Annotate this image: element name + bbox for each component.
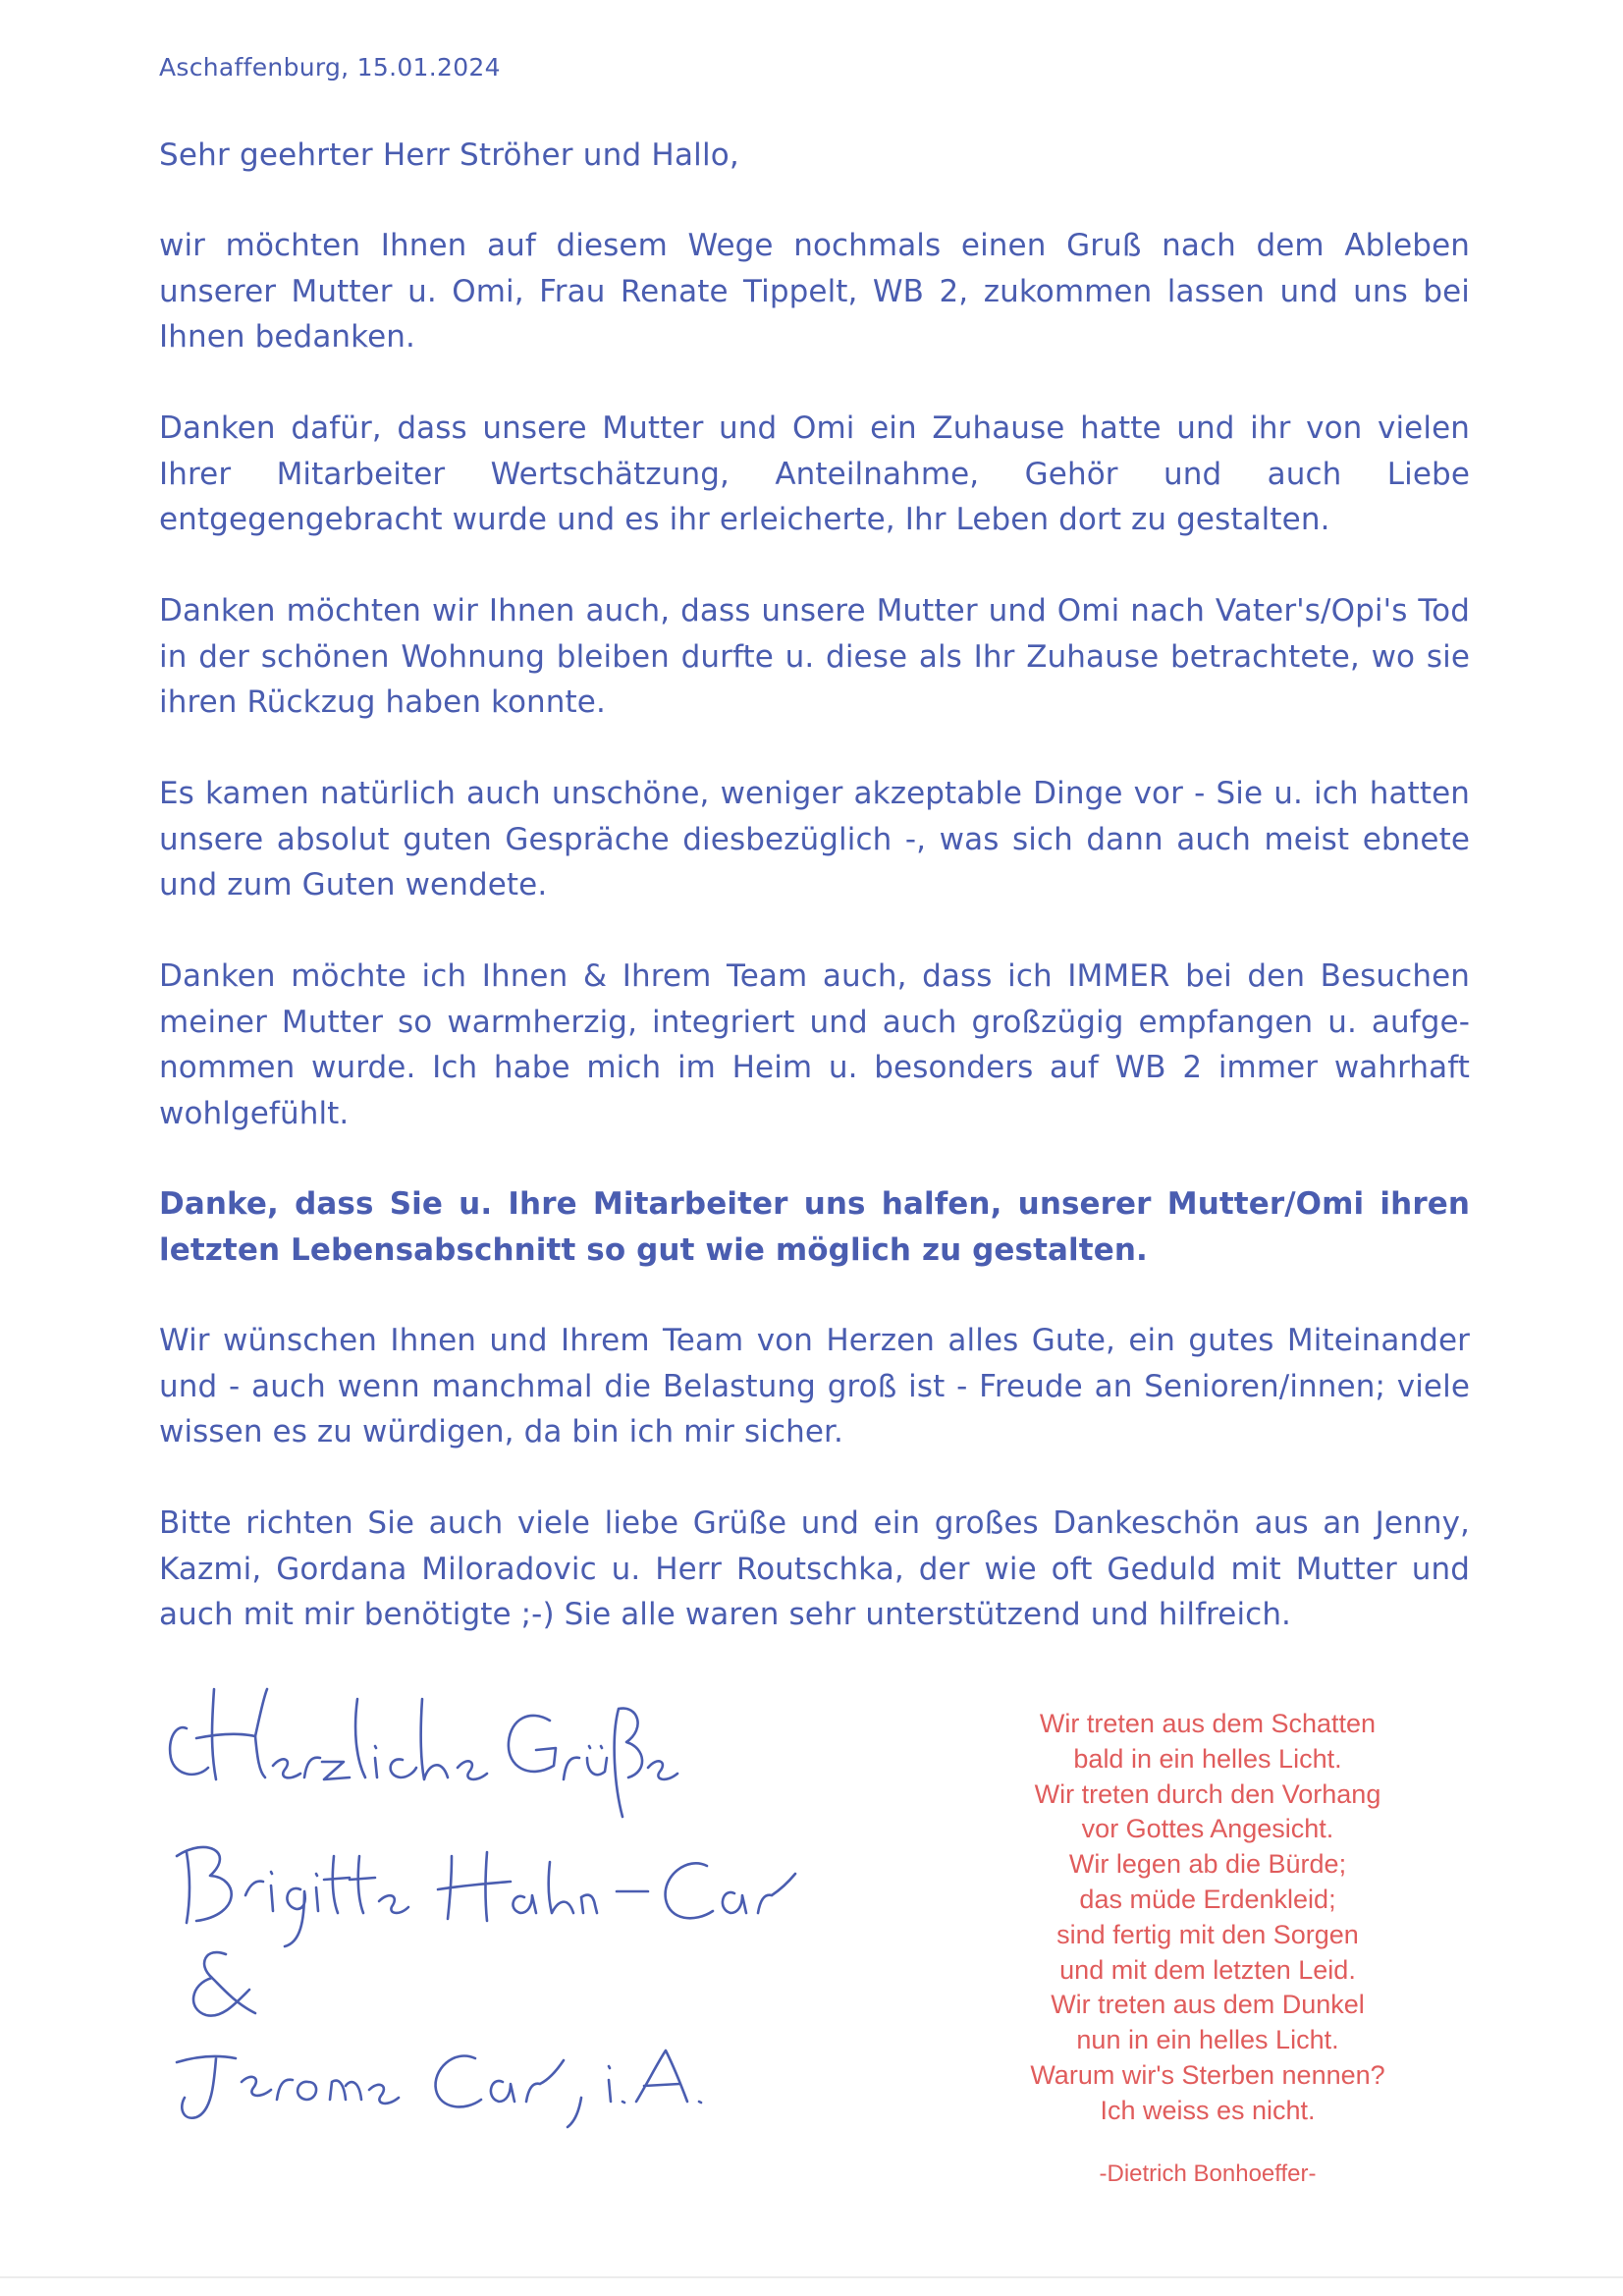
poem-author: -Dietrich Bonhoeffer- bbox=[1099, 2160, 1317, 2187]
signature-line-ampersand bbox=[193, 1952, 255, 2016]
poem-line: nun in ein helles Licht. bbox=[1076, 2025, 1339, 2055]
poem-line: und mit dem letzten Leid. bbox=[1059, 1954, 1356, 1985]
poem-line: Warum wir's Sterben nennen? bbox=[1030, 2059, 1385, 2090]
poem-line: Wir treten aus dem Dunkel bbox=[1051, 1990, 1365, 2020]
poem-line: Ich weiss es nicht. bbox=[1100, 2095, 1316, 2125]
paragraph-wishes: Wir wünschen Ihnen und Ihrem Team von Herzen alles Gute, ein gutes Miteinander und - auch wenn manchmal die Belastung groß ist - Freude an Senioren/innen; viele wissen es zu würdigen, da bin ich mir sicher. bbox=[159, 1323, 1470, 1449]
place-date: Aschaffenburg, 15.01.2024 bbox=[159, 53, 501, 82]
poem-line: sind fertig mit den Sorgen bbox=[1056, 1919, 1359, 1949]
paragraph-thanks-team: Danken möchte ich Ihnen & Ihrem Team auch, dass ich IMMER bei den Besuchen meiner Mutter so warmherzig, integriert und auch großzügig empfangen u. aufge-nommen wurde. Ich habe mich im Heim u. besonders auf WB 2 immer wahrhaft wohlgefühlt. bbox=[159, 958, 1470, 1131]
salutation: Sehr geehrter Herr Ströher und Hallo, bbox=[159, 137, 739, 173]
paragraph-greeting: wir möchten Ihnen auf diesem Wege nochmals einen Gruß nach dem Ableben unserer Mutter u. Omi, Frau Renate Tippelt, WB 2, zukommen lassen und uns bei Ihnen bedanken. bbox=[159, 228, 1470, 355]
paragraph-thanks-home: Danken dafür, dass unsere Mutter und Omi ein Zuhause hatte und ihr von vielen Ihrer Mitarbeiter Wertschätzung, Anteilnahme, Gehör und auch Liebe entgegengebracht wurde und es ihr erleicherte, Ihr Leben dort zu gestalten. bbox=[159, 410, 1470, 537]
paragraph-difficulties: Es kamen natürlich auch unschöne, weniger akzeptable Dinge vor - Sie u. ich hatten unsere absolut guten Gespräche diesbezüglich -, was sich dann auch meist ebnete und zum Guten wendete. bbox=[159, 776, 1470, 902]
poem bbox=[1001, 1707, 1414, 2129]
handwritten-signature bbox=[157, 1669, 844, 2131]
poem-line: das müde Erdenkleid; bbox=[1079, 1884, 1336, 1914]
paragraph-regards: Bitte richten Sie auch viele liebe Grüße und ein großes Dankeschön aus an Jenny, Kazmi, Gordana Miloradovic u. Herr Routschka, der wie oft Geduld mit Mutter und auch mit mir benötigte ;-) Sie alle waren sehr unterstützend und hilfreich. bbox=[159, 1505, 1470, 1632]
signature-line-herzliche-gruesse bbox=[170, 1689, 677, 1817]
poem-line: Wir treten durch den Vorhang bbox=[1034, 1778, 1381, 1809]
page-bottom-edge bbox=[0, 2276, 1623, 2278]
poem-line: Wir treten aus dem Schatten bbox=[1039, 1709, 1377, 1738]
poem-line: vor Gottes Angesicht. bbox=[1081, 1814, 1334, 1844]
paragraph-thanks-apartment: Danken möchten wir Ihnen auch, dass unsere Mutter und Omi nach Vater's/Opi's Tod in der schönen Wohnung bleiben durfte u. diese als Ihr Zuhause betrachtete, wo sie ihren Rückzug haben konnte. bbox=[159, 593, 1470, 720]
signature-line-brigitte bbox=[177, 1847, 795, 1946]
signature-line-jerome bbox=[177, 2050, 701, 2127]
poem-line: Wir legen ab die Bürde; bbox=[1068, 1849, 1347, 1880]
paragraph-thanks-bold: Danke, dass Sie u. Ihre Mitarbeiter uns halfen, unserer Mutter/Omi ihren letzten Lebensabschnitt so gut wie möglich zu gestalten. bbox=[159, 1186, 1470, 1268]
poem-line: bald in ein helles Licht. bbox=[1073, 1743, 1342, 1774]
